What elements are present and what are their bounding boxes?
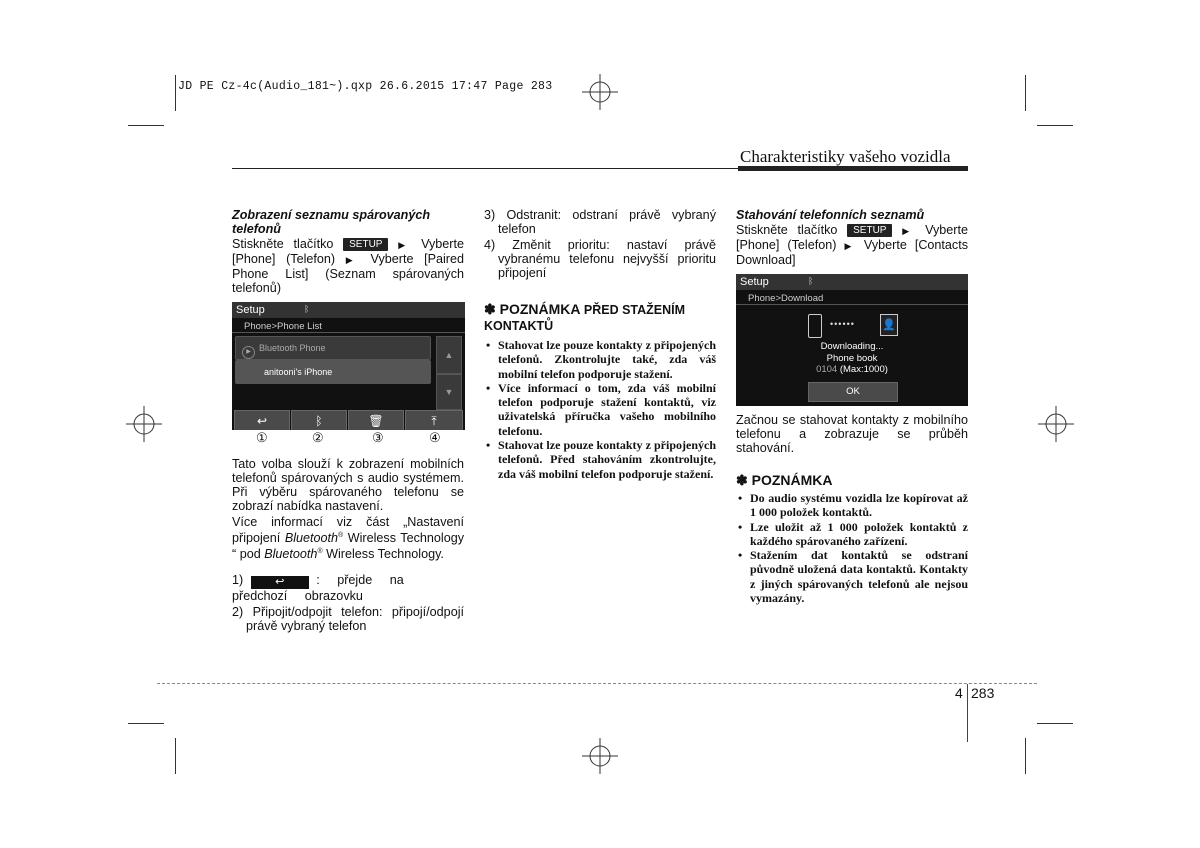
- progress-dots: ••••••: [830, 319, 855, 329]
- bullet-item: • Lze uložit až 1 000 položek kontaktů z každého spárovaného zařízení.: [736, 520, 968, 549]
- marker-2: ②: [312, 430, 324, 445]
- bullet-item: • Stahovat lze pouze kontakty z připojených telefonů. Před stahováním zkontrolujte, zda váš mobilní telefon podporuje stažení.: [484, 438, 716, 481]
- crop-mark: [175, 738, 176, 774]
- paragraph: Tato volba slouží k zobrazení mobilních telefonů spárovaných s audio systémem. Při výběru spárovaného telefonu se zobrazí nabídka nastavení.: [232, 457, 464, 513]
- marker-3: ③: [372, 430, 384, 445]
- page-header-title: Charakteristiky vašeho vozidla: [740, 147, 951, 166]
- note-title: PŘED STAŽENÍM KONTAKTŮ: [484, 303, 686, 333]
- scroll-down-button[interactable]: ▼: [436, 374, 462, 410]
- registration-mark-top: [582, 74, 618, 110]
- screen-title: Setup: [740, 276, 769, 288]
- crop-mark: [1025, 738, 1026, 774]
- print-slug: JD PE Cz-4c(Audio_181~).qxp 26.6.2015 17:47 Page 283: [178, 80, 553, 93]
- section-heading: Stahování telefonních seznamů: [736, 208, 925, 222]
- status-downloading: Downloading...: [820, 341, 884, 352]
- bluetooth-text: Bluetooth: [264, 547, 318, 562]
- instruction-text: Vyberte [Contacts Download]: [736, 238, 969, 267]
- marker-1: ①: [256, 430, 268, 445]
- download-screen: [736, 274, 968, 406]
- note-bullets: [484, 338, 716, 481]
- instruction-text: Vyberte: [421, 237, 464, 251]
- crop-mark: [175, 75, 176, 111]
- column-3: [736, 208, 968, 267]
- connect-button[interactable]: ᛒ: [291, 410, 347, 430]
- bullet-item: • Více informací o tom, zda váš mobilní telefon podporuje stažení kontaktů, viz uživatelská příručka vašeho mobilního telefonu.: [484, 381, 716, 438]
- note-bullets: [736, 491, 968, 605]
- bullet-item: • Do audio systému vozidla lze kopírovat až 1 000 položek kontaktů.: [736, 491, 968, 520]
- bullet-item: • Stahovat lze pouze kontakty z připojených telefonů. Zkontrolujte také, zda váš mobilní telefon podporuje stažení.: [484, 338, 716, 381]
- registered-mark: ®: [338, 532, 344, 539]
- crop-mark: [128, 125, 164, 126]
- phone-list-screen: [232, 302, 465, 430]
- list-item-4: 4) Změnit prioritu: nastaví právě vybranému telefonu nejvyšší prioritu připojení: [484, 238, 716, 280]
- bluetooth-text: Bluetooth: [284, 531, 339, 546]
- count-value: 0104: [816, 364, 838, 375]
- registration-mark-bottom: [582, 738, 618, 774]
- arrow-right-icon: ▶: [398, 240, 412, 250]
- note-label: ✽ POZNÁMKA: [484, 301, 580, 317]
- list-item-bluetooth-phone[interactable]: [235, 336, 431, 360]
- arrow-right-icon: ▶: [902, 226, 916, 236]
- column-2: [484, 208, 716, 481]
- paragraph: [232, 515, 464, 561]
- crop-mark: [1037, 125, 1073, 126]
- priority-button[interactable]: ⤒: [405, 410, 463, 430]
- crop-mark: [1025, 75, 1026, 111]
- list-item-paired-phone[interactable]: [235, 360, 431, 384]
- chapter-number: 4: [955, 685, 963, 701]
- screen-title: Setup: [236, 304, 265, 316]
- list-item-text: : přejde na předchozí obrazovku: [232, 573, 404, 604]
- column-3-body: [736, 413, 968, 605]
- instruction-text: Vyberte [Paired Phone List] (Seznam spárovaných telefonů): [232, 252, 465, 295]
- bluetooth-icon: ᛒ: [304, 304, 310, 314]
- column-1: [232, 208, 464, 295]
- crop-mark: [128, 723, 164, 724]
- crop-mark: [1037, 723, 1073, 724]
- ok-label: OK: [846, 386, 860, 397]
- contacts-icon: 👤: [880, 314, 898, 336]
- registered-mark: ®: [317, 548, 323, 556]
- bluetooth-icon: ᛒ: [808, 276, 814, 286]
- list-item-3: 3) Odstranit: odstraní právě vybraný telefon: [484, 208, 716, 236]
- ok-button[interactable]: [808, 382, 898, 402]
- footer-rule: [157, 683, 1037, 684]
- header-rule-thick: [738, 166, 968, 171]
- page-number: 283: [971, 685, 995, 701]
- instruction: [736, 223, 968, 267]
- paragraph: Začnou se stahovat kontakty z mobilního telefonu a zobrazuje se průběh stahování.: [736, 413, 968, 455]
- note-heading: [484, 302, 716, 334]
- registration-mark-left: [126, 406, 162, 442]
- back-icon: ↩: [251, 576, 309, 589]
- instruction-text: [Phone] (Telefon): [232, 252, 336, 266]
- registration-mark-right: [1038, 406, 1074, 442]
- list-number: 1): [232, 573, 244, 588]
- column-1-body: [232, 457, 464, 633]
- list-item-label: Bluetooth Phone: [259, 343, 326, 353]
- status-phonebook: Phone book: [826, 353, 878, 364]
- paragraph-text: Více informací viz část „Nastavení připojení: [232, 515, 464, 546]
- play-icon: ▶: [242, 346, 255, 359]
- count-max: (Max:1000): [839, 364, 888, 375]
- paragraph-text: Wireless Technology “ pod: [232, 531, 465, 562]
- list-item-label: anitooni's iPhone: [264, 367, 333, 377]
- arrow-right-icon: ▶: [345, 255, 360, 265]
- marker-4: ④: [429, 430, 441, 445]
- screen-breadcrumb: Phone>Phone List: [244, 321, 322, 332]
- note-heading: ✽ POZNÁMKA: [736, 472, 833, 488]
- setup-badge: SETUP: [847, 224, 892, 237]
- instruction-text: Vyberte [Phone] (Telefon): [736, 223, 968, 252]
- scroll-up-button[interactable]: ▲: [436, 336, 462, 374]
- delete-button[interactable]: 🗑: [348, 410, 404, 430]
- setup-badge: SETUP: [343, 238, 388, 251]
- phone-icon: [808, 314, 822, 338]
- list-item-2: 2) Připojit/odpojit telefon: připojí/odpojí právě vybraný telefon: [232, 605, 464, 634]
- download-count: [736, 364, 968, 375]
- instruction-text: Stiskněte tlačítko: [232, 237, 334, 251]
- footer-divider: [967, 684, 968, 742]
- back-button[interactable]: ↩: [234, 410, 290, 430]
- screen-button-bar: [232, 410, 465, 430]
- instruction: [232, 237, 464, 295]
- screen-breadcrumb: Phone>Download: [748, 293, 824, 304]
- section-heading: Zobrazení seznamu spárovaných telefonů: [232, 208, 431, 236]
- bullet-item: • Stažením dat kontaktů se odstraní původně uložená data kontaktů. Kontakty z jiných spárovaných telefonů ale nejsou vymazány.: [736, 548, 968, 605]
- list-item-1: [232, 573, 464, 603]
- paragraph-text: Wireless Technology.: [326, 547, 444, 562]
- arrow-right-icon: ▶: [844, 241, 856, 251]
- instruction-text: Stiskněte tlačítko: [736, 223, 838, 237]
